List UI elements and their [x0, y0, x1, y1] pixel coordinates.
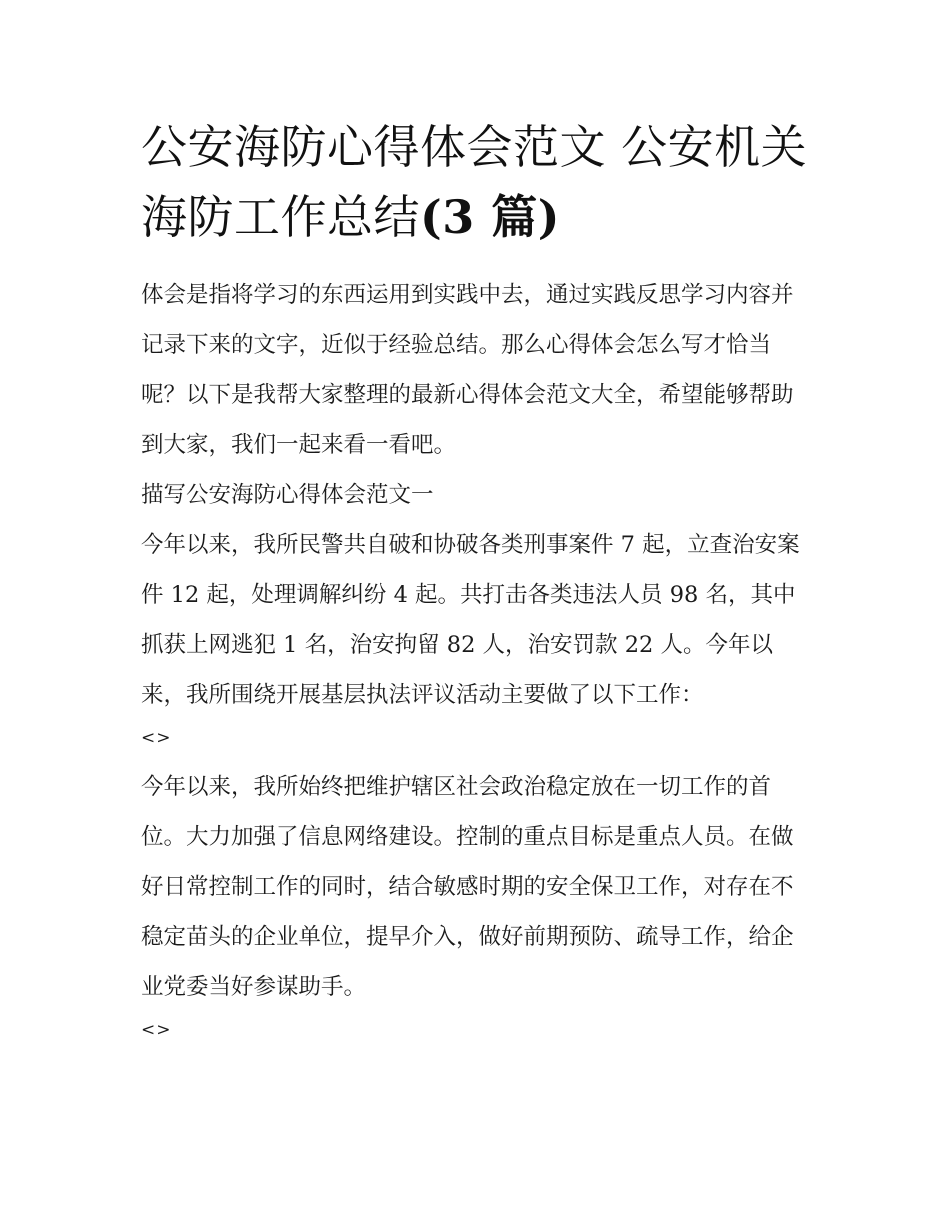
- intro-paragraph: 体会是指将学习的东西运用到实践中去，通过实践反思学习内容并记录下来的文字，近似于经验总结。那么心得体会怎么写才恰当呢？以下是我帮大家整理的最新心得体会范文大全，希望能够帮助到大家，我们一起来看一看吧。: [141, 282, 794, 458]
- title-text: 公安海防心得体会范文 公安机关海防工作总结: [141, 120, 808, 244]
- placeholder-marker-1: <>: [141, 728, 172, 748]
- document-content: [141, 112, 813, 1048]
- placeholder-marker-2: <>: [141, 1020, 172, 1040]
- document-title: [141, 112, 813, 252]
- title-count: (3 篇): [420, 190, 561, 244]
- body-paragraph-2: 今年以来，我所始终把维护辖区社会政治稳定放在一切工作的首位。大力加强了信息网络建设。控制的重点目标是重点人员。在做好日常控制工作的同时，结合敏感时期的安全保卫工作，对存在不稳定苗头的企业单位，提早介入，做好前期预防、疏导工作，给企业党委当好参谋助手。: [141, 774, 794, 1000]
- body-paragraph-1: 今年以来，我所民警共自破和协破各类刑事案件 7 起，立查治安案件 12 起，处理调解纠纷 4 起。共打击各类违法人员 98 名，其中抓获上网逃犯 1 名，治安拘留 82 人，治安罚款 22 人。今年以来，我所围绕开展基层执法评议活动主要做了以下工作：: [141, 532, 800, 708]
- section-heading: 描写公安海防心得体会范文一: [141, 482, 434, 508]
